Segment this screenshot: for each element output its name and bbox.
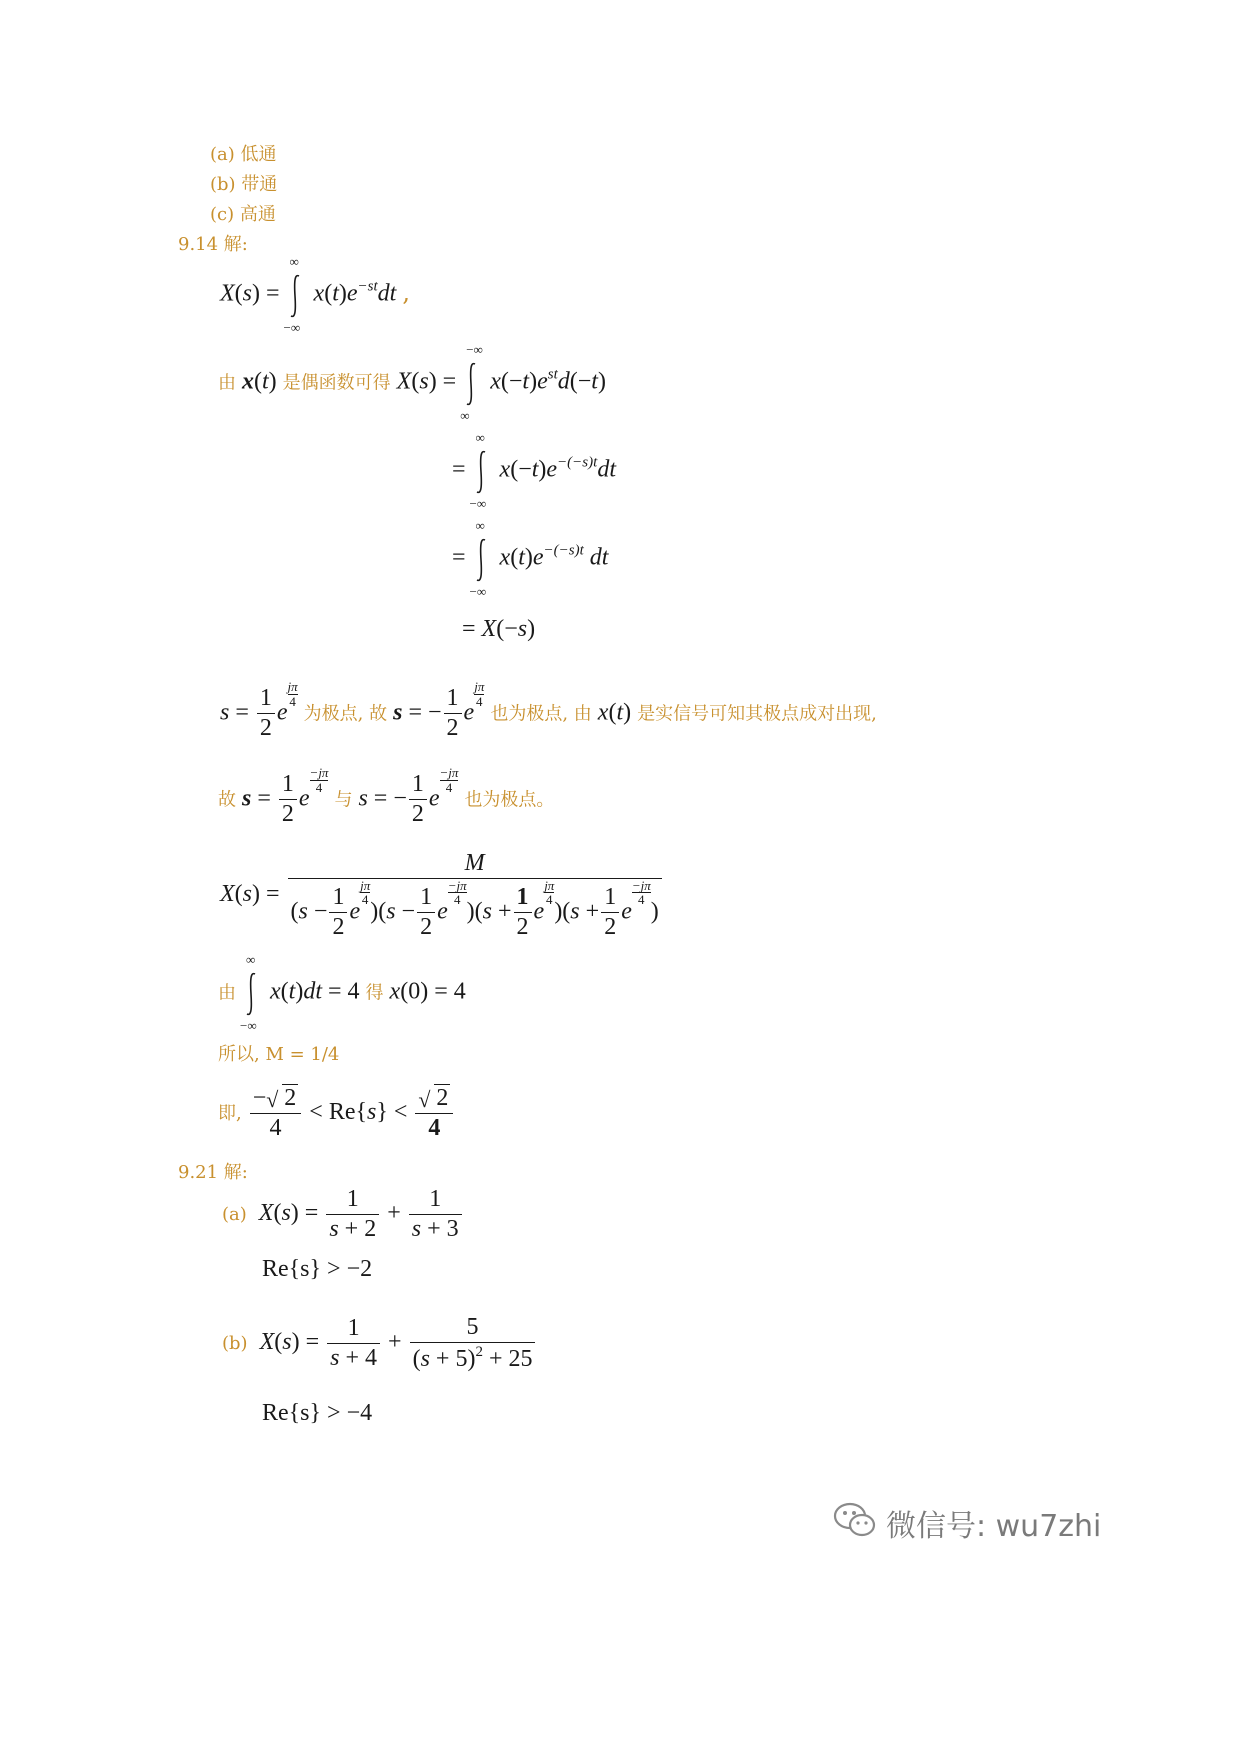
option-bandpass: (b) 带通 [210,174,278,195]
roc-inequality: 即, − √ 2 4 < Re{s} < √ 2 4 [218,1085,455,1142]
option-highpass: (c) 高通 [210,204,276,225]
equation-laplace-definition: X(s) = ∞ −∞ $x(t)e^{-st}dt$ , [220,254,410,335]
integral-condition: 由 ∞ −∞ x(t)dt = 4 得 x(0) = 4 [218,952,466,1033]
option-lowpass: (a) 低通 [210,144,277,165]
m-value-statement: 所以, M = 1/4 [218,1044,340,1065]
equation-even-function: 由 x(t) 是偶函数可得 X(s) = −∞ ∞ $x(-t)e^{st}d(-t)$ [218,342,606,423]
problem-914-heading: 9.14 解: [178,234,248,255]
part-a-equation: (a) X(s) = $\frac{1}{s + 2}$ + $\frac{1}{s + 3}$ [222,1186,464,1243]
pole-statement-1: s = $\frac{1}{2}$ e $\frac{j\pi}{4}$ 为极点, 故 s = − $\frac{1}{2}$ e $\frac{j\pi}{4}$ 也为极点, 由 x(t) 是实信号可知其极点成对出现, [220,679,877,742]
equation-step-3: = ∞ −∞ $x(t)e^{-(-s)t}$ dt [452,518,609,599]
watermark-text: 微信号: wu7zhi [886,1508,1102,1544]
part-b-equation: (b) X(s) = $\frac{1}{s + 4}$ + $\frac{5}{(s + 5)^2 + 25}$ [222,1314,537,1373]
part-b-roc: Re{s} > −4 [262,1400,373,1426]
part-a-roc: Re{s} > −2 [262,1256,373,1282]
wechat-icon [832,1500,878,1545]
pole-statement-2: 故 s = $\frac{1}{2}$ e $\frac{-j\pi}{4}$ 与 s = − $\frac{1}{2}$ e $\frac{-j\pi}{4}$ 也为极点。 [218,765,555,828]
equation-step-4: = X(−s) [462,616,536,642]
equation-transfer-function: X(s) = M (s − $\frac{1}{2}$ e $\frac{j\pi}{4}$ )(s − $\frac{1}{2}$ e $\frac{-j\pi}{4}$ )(s + $\frac{1}{2}$ e $\frac{j\pi}{4}$ )(s + $\frac{1}{2}$ e $\frac{-j\pi}{4}$ ) [220,850,664,941]
watermark [832,1500,1101,1545]
problem-921-heading: 9.21 解: [178,1162,248,1183]
comma: , [402,278,410,307]
equation-step-2: = ∞ −∞ $x(-t)e^{-(-s)t}dt$ [452,430,616,511]
